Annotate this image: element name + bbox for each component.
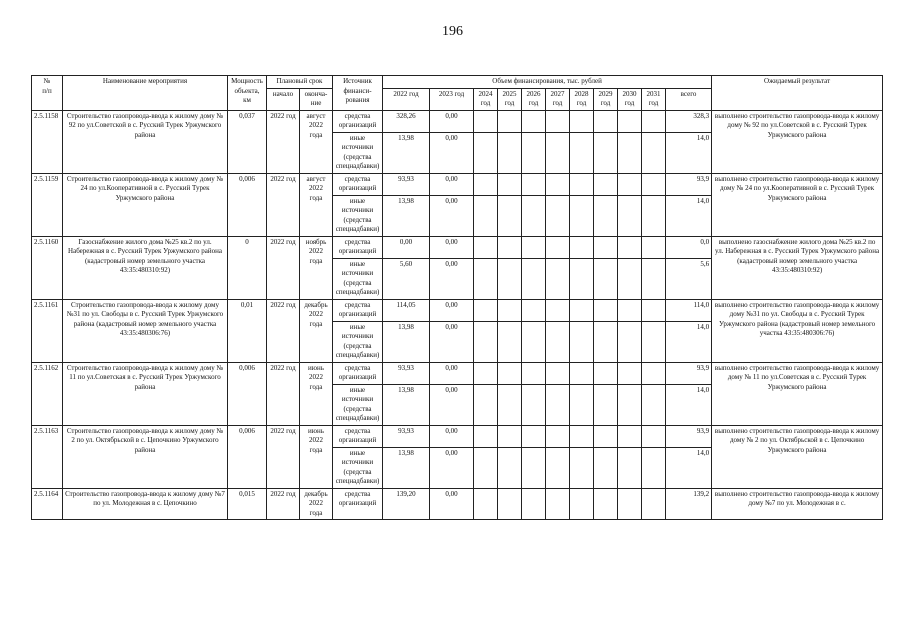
row-start: 2022 год [267,425,300,488]
table-row [32,173,883,195]
row-source-2: иные источники (средства спецнадбавки) [333,258,383,299]
row-2022-1: 114,05 [383,299,430,321]
row-end: декабрь 2022 года [300,488,333,520]
header-no: № п/п [32,76,63,111]
row-number: 2.5.1160 [32,236,63,299]
row-total-2: 14,0 [666,132,712,173]
row-2022-1: 139,20 [383,488,430,520]
row-total-2: 14,0 [666,195,712,236]
row-total-1: 328,3 [666,110,712,132]
row-number: 2.5.1161 [32,299,63,362]
row-2023-2: 0,00 [430,258,474,299]
row-total-1: 93,9 [666,173,712,195]
header-2027: 2027 год [546,88,570,110]
header-total: всего [666,88,712,110]
row-2023-2: 0,00 [430,447,474,488]
row-source-1: средства организаций [333,110,383,132]
row-total-2: 14,0 [666,321,712,362]
row-number: 2.5.1164 [32,488,63,520]
row-end: август 2022 года [300,110,333,173]
row-source-1: средства организаций [333,425,383,447]
row-2022-1: 0,00 [383,236,430,258]
header-name: Наименование мероприятия [63,76,228,111]
financing-table [31,75,883,520]
row-2023-1: 0,00 [430,110,474,132]
row-source-1: средства организаций [333,299,383,321]
row-2023-2: 0,00 [430,132,474,173]
row-name: Газоснабжение жилого дома №25 кв.2 по ул. Набережная в с. Русский Турек Уржумского района (кадастровый номер земельного участка 43:35:480310:92) [63,236,228,299]
row-2022-2: 13,98 [383,384,430,425]
row-start: 2022 год [267,488,300,520]
row-result: выполнено газоснабжение жилого дома №25 кв.2 по ул. Набережная в с. Русский Турек Уржумского района (кадастровый номер земельного участка 43:35:480310:92) [712,236,883,299]
row-total-1: 93,9 [666,362,712,384]
header-2024: 2024 год [474,88,498,110]
header-2029: 2029 год [594,88,618,110]
header-financing: Объем финансирования, тыс. рублей [383,76,712,89]
row-2023-2: 0,00 [430,321,474,362]
table-row [32,236,883,258]
row-source-1: средства организаций [333,488,383,520]
row-total-1: 114,0 [666,299,712,321]
row-start: 2022 год [267,299,300,362]
row-result: выполнено строительство газопровода-ввода к жилому дому № 11 по ул.Советская в с. Русский Турек Уржумского района [712,362,883,425]
row-2022-1: 93,93 [383,173,430,195]
row-2023-1: 0,00 [430,299,474,321]
row-2022-2: 13,98 [383,447,430,488]
row-2023-1: 0,00 [430,488,474,520]
row-source-1: средства организаций [333,173,383,195]
row-result: выполнено строительство газопровода-ввода к жилому дому № 92 по ул.Советской в с. Русский Турек Уржумского района [712,110,883,173]
row-start: 2022 год [267,362,300,425]
row-capacity: 0,006 [228,425,267,488]
row-capacity: 0,015 [228,488,267,520]
table-row [32,488,883,520]
row-result: выполнено строительство газопровода-ввода к жилому дому № 24 по ул.Кооперативной в с. Русский Турек Уржумского района [712,173,883,236]
row-source-2: иные источники (средства спецнадбавки) [333,384,383,425]
row-total-2: 5,6 [666,258,712,299]
row-total-2: 14,0 [666,447,712,488]
row-source-1: средства организаций [333,236,383,258]
header-2031: 2031 год [642,88,666,110]
row-name: Строительство газопровода-ввода к жилому дому №31 по ул. Свободы в с. Русский Турек Уржумского района (кадастровый номер земельного участка 43:35:480306:76) [63,299,228,362]
header-plan-end: оконча- ние [300,88,333,110]
row-2023-2: 0,00 [430,384,474,425]
row-result: выполнено строительство газопровода-ввода к жилому дому №31 по ул. Свободы в с. Русский Турек Уржумского района (кадастровый номер земельного участка 43:35:480306:76) [712,299,883,362]
header-capacity: Мощность объекта, км [228,76,267,111]
row-2022-1: 328,26 [383,110,430,132]
row-capacity: 0,01 [228,299,267,362]
row-start: 2022 год [267,236,300,299]
header-plan: Плановый срок [267,76,333,89]
row-capacity: 0,006 [228,362,267,425]
row-start: 2022 год [267,110,300,173]
row-total-1: 93,9 [666,425,712,447]
table-row [32,299,883,321]
row-source-2: иные источники (средства спецнадбавки) [333,195,383,236]
header-2022: 2022 год [383,88,430,110]
table-row [32,425,883,447]
row-2023-2: 0,00 [430,195,474,236]
header-2025: 2025 год [498,88,522,110]
row-source-2: иные источники (средства спецнадбавки) [333,321,383,362]
header-source: Источник финанси- рования [333,76,383,111]
row-total-2: 14,0 [666,384,712,425]
row-2023-1: 0,00 [430,173,474,195]
row-result: выполнено строительство газопровода-ввода к жилому дому №7 по ул. Молодежная в с. [712,488,883,520]
row-name: Строительство газопровода-ввода к жилому дому № 92 по ул.Советской в с. Русский Турек Уржумского района [63,110,228,173]
row-result: выполнено строительство газопровода-ввода к жилому дому № 2 по ул. Октябрьской в с. Цепочкино Уржумского района [712,425,883,488]
row-start: 2022 год [267,173,300,236]
row-2023-1: 0,00 [430,236,474,258]
row-source-2: иные источники (средства спецнадбавки) [333,447,383,488]
row-name: Строительство газопровода-ввода к жилому дому № 11 по ул.Советская в с. Русский Турек Уржумского района [63,362,228,425]
row-name: Строительство газопровода-ввода к жилому дому № 24 по ул.Кооперативной в с. Русский Турек Уржумского района [63,173,228,236]
row-capacity: 0,006 [228,173,267,236]
header-2023: 2023 год [430,88,474,110]
row-end: июнь 2022 года [300,362,333,425]
table-row [32,362,883,384]
header-2028: 2028 год [570,88,594,110]
row-2022-1: 93,93 [383,425,430,447]
row-2022-2: 13,98 [383,195,430,236]
row-capacity: 0 [228,236,267,299]
row-capacity: 0,037 [228,110,267,173]
row-number: 2.5.1159 [32,173,63,236]
row-number: 2.5.1158 [32,110,63,173]
row-number: 2.5.1162 [32,362,63,425]
header-2030: 2030 год [618,88,642,110]
row-2022-2: 5,60 [383,258,430,299]
row-2022-2: 13,98 [383,321,430,362]
row-2023-1: 0,00 [430,425,474,447]
page-number: 196 [442,24,463,39]
row-2022-2: 13,98 [383,132,430,173]
row-end: август 2022 года [300,173,333,236]
header-result: Ожидаемый результат [712,76,883,111]
row-source-1: средства организаций [333,362,383,384]
row-source-2: иные источники (средства спецнадбавки) [333,132,383,173]
row-end: ноябрь 2022 года [300,236,333,299]
row-number: 2.5.1163 [32,425,63,488]
row-end: июнь 2022 года [300,425,333,488]
header-plan-start: начало [267,88,300,110]
row-2023-1: 0,00 [430,362,474,384]
row-name: Строительство газопровода-ввода к жилому дому №7 по ул. Молодежная в с. Цепочкино [63,488,228,520]
table-row [32,110,883,132]
row-total-1: 0,0 [666,236,712,258]
row-end: декабрь 2022 года [300,299,333,362]
row-name: Строительство газопровода-ввода к жилому дому № 2 по ул. Октябрьской в с. Цепочкино Уржумского района [63,425,228,488]
row-2022-1: 93,93 [383,362,430,384]
header-2026: 2026 год [522,88,546,110]
row-total-1: 139,2 [666,488,712,520]
